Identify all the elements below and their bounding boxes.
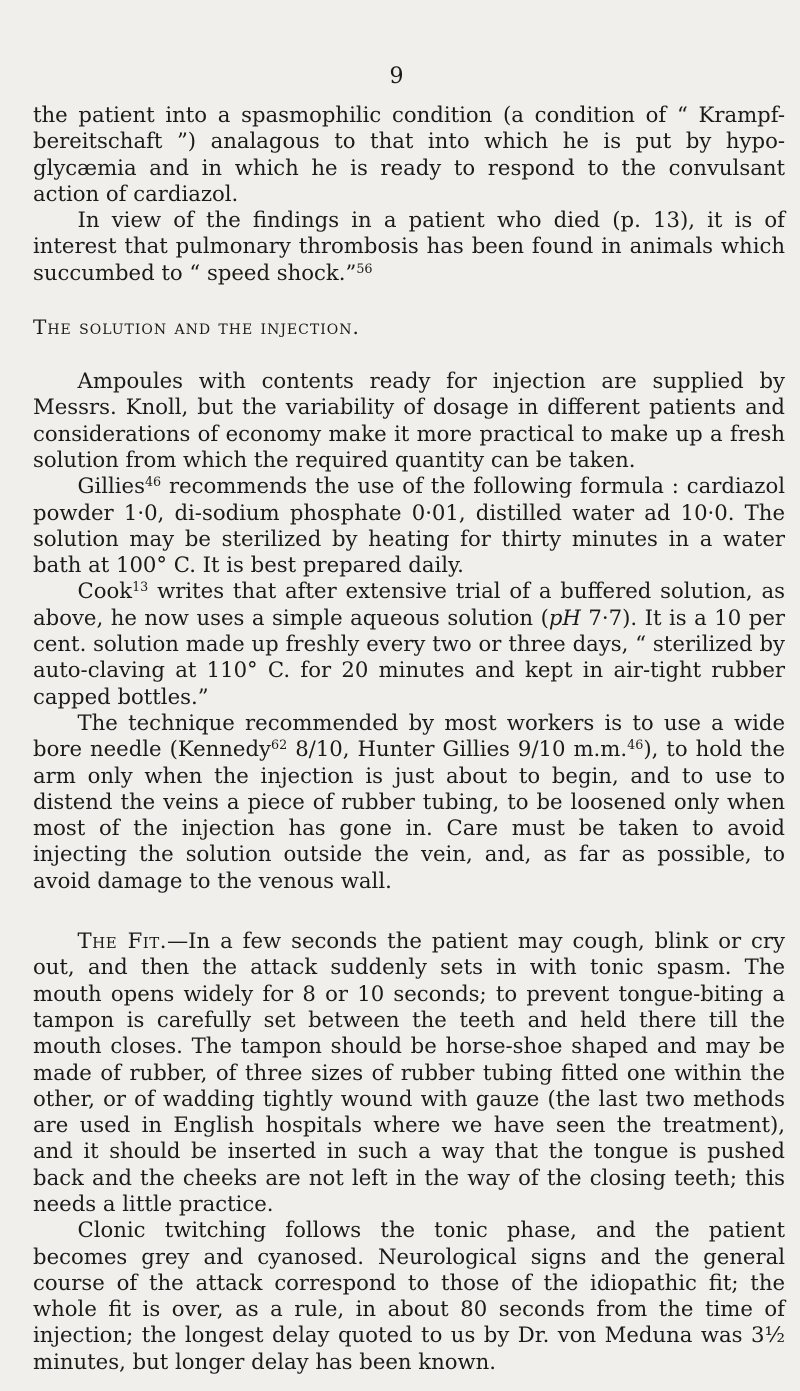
paragraph-ampoules: Ampoules with contents ready for injection are supplied by Messrs. Knoll, but the variability of dosage in different patients and considerations of economy make it more practical to make up a fresh solution from which the required quantity can be taken.	[33, 368, 785, 472]
author-name: Gillies	[77, 473, 145, 499]
section-gap	[33, 894, 785, 928]
paragraph-technique	[33, 710, 785, 894]
paragraph-pulmonary-thrombosis	[33, 207, 785, 286]
paragraph-text: writes that after extensive trial of a buffered solution, as above, he now uses a simple aqueous solution (	[33, 578, 785, 630]
page-body	[33, 102, 785, 1375]
section-heading: The solution and the injection.	[33, 315, 360, 340]
paragraph-text: —In a few seconds the patient may cough, blink or cry out, and then the attack suddenly sets in with tonic spasm. The mouth opens widely for 8 or 10 seconds; to prevent tongue-biting a tampon is carefully set between the teeth and held there till the mouth closes. The tampon should be horse-shoe shaped and may be made of rubber, of three sizes of rubber tubing fitted one within the other, or of wadding tightly wound with gauze (the last two methods are used in English hospitals where we have seen the treatment), and it should be inserted in such a way that the tongue is pushed back and the cheeks are not left in the way of the closing teeth; this needs a little practice.	[33, 928, 785, 1216]
ph-symbol: pH	[548, 604, 581, 630]
paragraph-spasmophilic: the patient into a spasmophilic condition (a condition of “ Krampf-bereitschaft ”) analagous to that into which he is put by hypo-glycæmia and in which he is ready to respond to the convulsant action of cardiazol.	[33, 102, 785, 206]
paragraph-cook-solution	[33, 578, 785, 709]
reference-number: 46	[627, 737, 644, 753]
paragraph-text: ), to hold the arm only when the injection is just about to begin, and to use to distend the veins a piece of rubber tubing, to be loosened only when most of the injection has gone in. Care must be taken to avoid injecting the solution outside the vein, and, as far as possible, to avoid damage to the venous wall.	[33, 736, 786, 893]
reference-number: 56	[356, 260, 373, 276]
paragraph-clonic-twitching: Clonic twitching follows the tonic phase, and the patient becomes grey and cyanosed. Neurological signs and the general course of the attack correspond to those of the idiopathic fit; the whole fit is over, as a rule, in about 80 seconds from the time of injection; the longest delay quoted to us by Dr. von Meduna was 3½ minutes, but longer delay has been known.	[33, 1217, 785, 1374]
paragraph-text: recommends the use of the following formula : cardiazol powder 1·0, di-sodium phosphate 0·01, distilled water ad 10·0. The solution may be sterilized by heating for thirty minutes in a water bath at 100° C. It is best prepared daily.	[33, 473, 785, 578]
page-number: 9	[389, 64, 404, 89]
paragraph-the-fit	[33, 928, 785, 1217]
reference-number: 62	[271, 737, 288, 753]
paragraph-text: 7·7). It is a 10 per cent. solution made up freshly every two or three days, “ sterilized by auto-claving at 110° C. for 20 minutes and kept in air-tight rubber capped bottles.”	[33, 604, 785, 709]
reference-number: 46	[144, 474, 162, 490]
paragraph-text: In view of the findings in a patient who died (p. 13), it is of interest that pulmonary thrombosis has been found in animals which succumbed to “ speed shock.”	[33, 207, 785, 285]
paragraph-text: The technique recommended by most workers is to use a wide bore needle (Kennedy	[33, 709, 785, 762]
author-name: Cook	[77, 578, 133, 604]
reference-number: 13	[132, 579, 149, 595]
run-in-heading: The Fit.	[77, 928, 167, 954]
paragraph-text: 8/10, Hunter Gillies 9/10 m.m.	[287, 736, 628, 762]
paragraph-gillies-formula	[33, 473, 785, 578]
